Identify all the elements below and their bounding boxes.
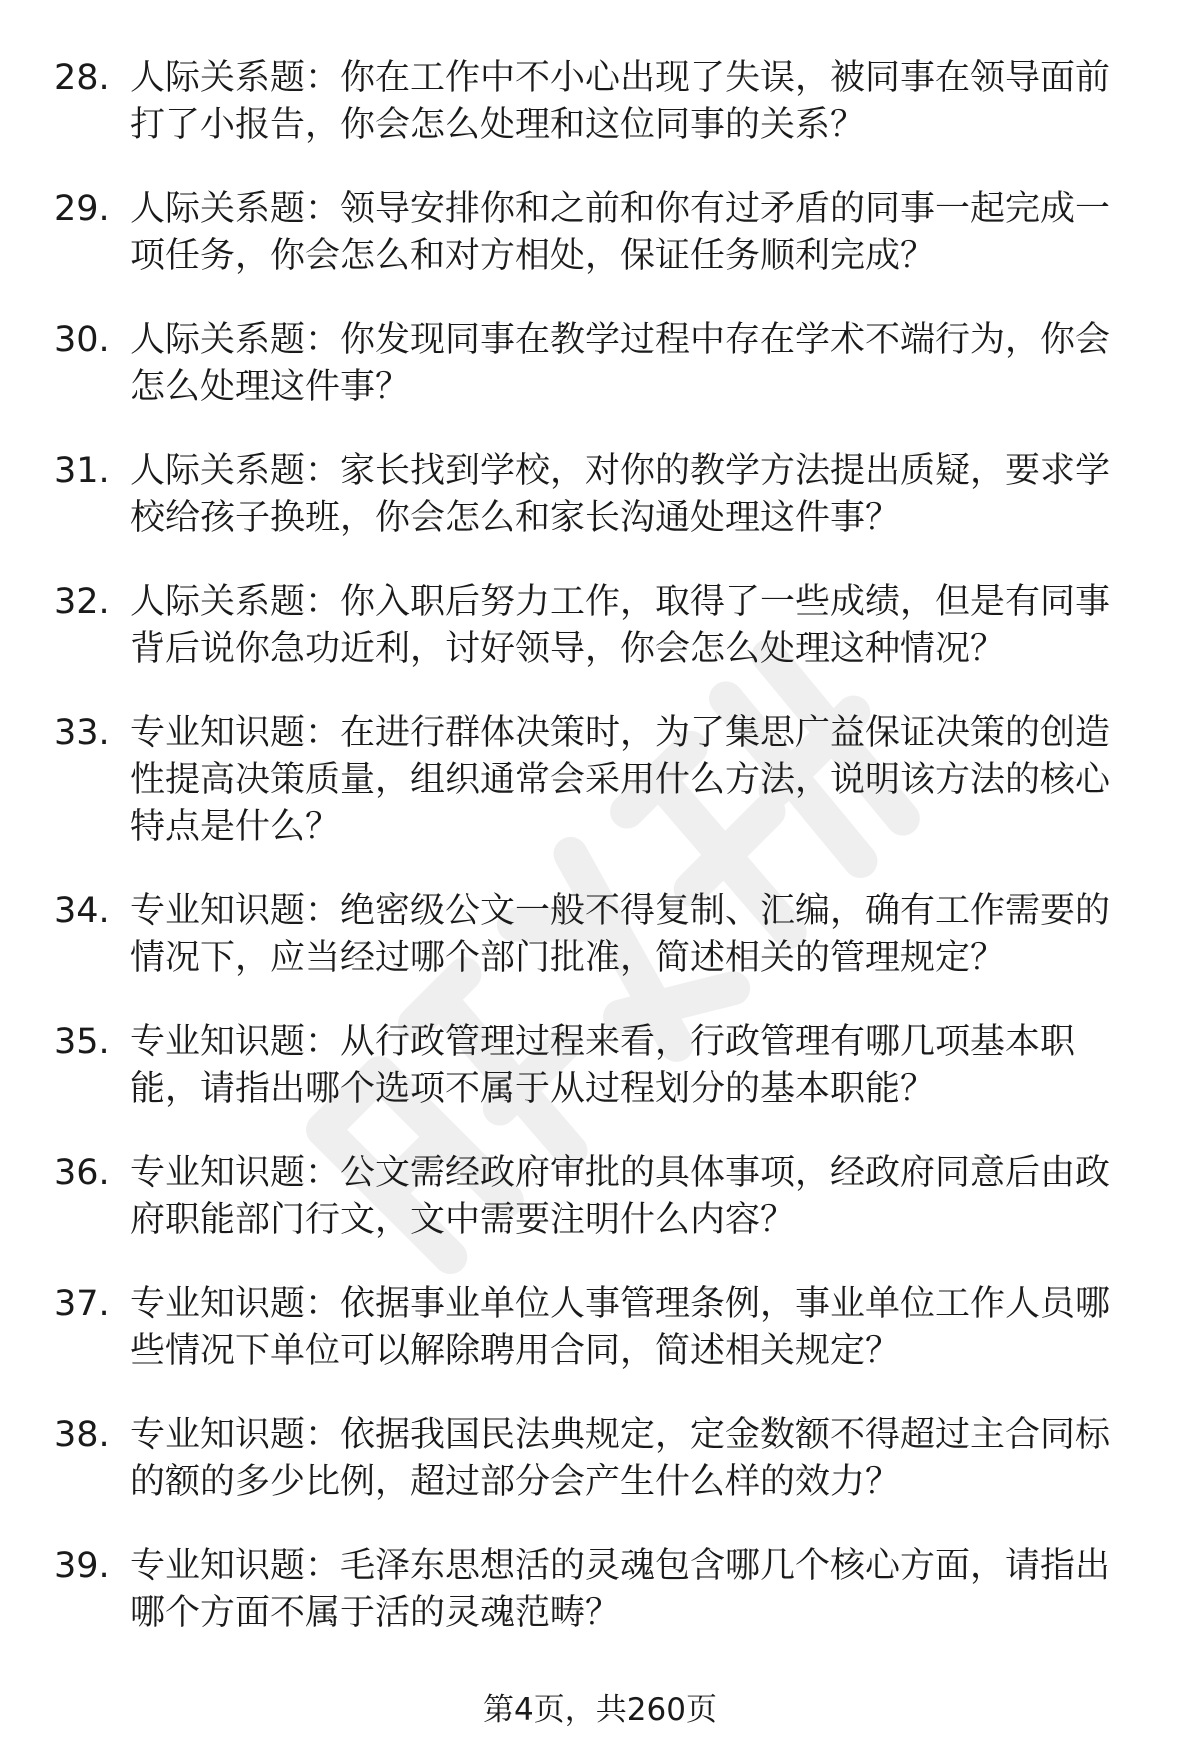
question-item: [54, 448, 1144, 542]
question-text: 绝密级公文一般不得复制、汇编，确有工作需要的情况下，应当经过哪个部门批准，简述相关的管理规定？: [130, 891, 1111, 978]
question-item: [54, 1281, 1144, 1375]
question-number: 35.: [54, 1022, 110, 1062]
question-category: 人际关系题：: [130, 320, 341, 360]
question-text: 从行政管理过程来看，行政管理有哪几项基本职能，请指出哪个选项不属于从过程划分的基本职能？: [130, 1022, 1076, 1109]
question-body: [130, 55, 1144, 149]
question-text: 你发现同事在教学过程中存在学术不端行为，你会怎么处理这件事？: [130, 320, 1111, 407]
question-body: [130, 710, 1144, 851]
question-body: [130, 1281, 1144, 1375]
question-body: [130, 186, 1144, 280]
question-category: 人际关系题：: [130, 58, 341, 98]
page-number-label: 第4页，共260页: [483, 1692, 717, 1728]
question-category: 人际关系题：: [130, 451, 341, 491]
question-number: 39.: [54, 1546, 110, 1586]
question-category: 专业知识题：: [130, 1284, 341, 1324]
question-body: [130, 317, 1144, 411]
question-category: 专业知识题：: [130, 1415, 341, 1455]
question-category: 专业知识题：: [130, 1546, 341, 1586]
question-category: 专业知识题：: [130, 891, 341, 931]
question-text: 领导安排你和之前和你有过矛盾的同事一起完成一项任务，你会怎么和对方相处，保证任务顺利完成？: [130, 189, 1111, 276]
question-category: 专业知识题：: [130, 713, 341, 753]
question-text: 你在工作中不小心出现了失误，被同事在领导面前打了小报告，你会怎么处理和这位同事的关系？: [130, 58, 1111, 145]
question-body: [130, 1412, 1144, 1506]
question-item: [54, 1543, 1144, 1637]
question-number: 37.: [54, 1284, 110, 1324]
question-number: 34.: [54, 891, 110, 931]
question-number: 29.: [54, 189, 110, 229]
question-text: 依据事业单位人事管理条例，事业单位工作人员哪些情况下单位可以解除聘用合同，简述相关规定？: [130, 1284, 1111, 1371]
question-body: [130, 1019, 1144, 1113]
question-text: 毛泽东思想活的灵魂包含哪几个核心方面，请指出哪个方面不属于活的灵魂范畴？: [130, 1546, 1111, 1633]
page-footer: [0, 1690, 1200, 1730]
question-text: 公文需经政府审批的具体事项，经政府同意后由政府职能部门行文，文中需要注明什么内容？: [130, 1153, 1111, 1240]
question-item: [54, 579, 1144, 673]
question-item: [54, 1412, 1144, 1506]
question-item: [54, 888, 1144, 982]
question-number: 38.: [54, 1415, 110, 1455]
question-body: [130, 1150, 1144, 1244]
question-text: 依据我国民法典规定，定金数额不得超过主合同标的额的多少比例，超过部分会产生什么样的效力？: [130, 1415, 1111, 1502]
question-text: 你入职后努力工作，取得了一些成绩，但是有同事背后说你急功近利，讨好领导，你会怎么处理这种情况？: [130, 582, 1111, 669]
question-list: [54, 55, 1144, 1674]
question-category: 专业知识题：: [130, 1022, 341, 1062]
question-text: 家长找到学校，对你的教学方法提出质疑，要求学校给孩子换班，你会怎么和家长沟通处理这件事？: [130, 451, 1111, 538]
question-number: 36.: [54, 1153, 110, 1193]
question-body: [130, 1543, 1144, 1637]
question-item: [54, 710, 1144, 851]
question-text: 在进行群体决策时，为了集思广益保证决策的创造性提高决策质量，组织通常会采用什么方法，说明该方法的核心特点是什么？: [130, 713, 1111, 847]
question-item: [54, 55, 1144, 149]
question-number: 32.: [54, 582, 110, 622]
question-number: 30.: [54, 320, 110, 360]
question-category: 专业知识题：: [130, 1153, 341, 1193]
question-item: [54, 317, 1144, 411]
question-item: [54, 1150, 1144, 1244]
question-number: 31.: [54, 451, 110, 491]
question-category: 人际关系题：: [130, 189, 341, 229]
question-number: 28.: [54, 58, 110, 98]
question-body: [130, 888, 1144, 982]
question-category: 人际关系题：: [130, 582, 341, 622]
question-body: [130, 579, 1144, 673]
question-item: [54, 1019, 1144, 1113]
question-item: [54, 186, 1144, 280]
question-number: 33.: [54, 713, 110, 753]
question-body: [130, 448, 1144, 542]
